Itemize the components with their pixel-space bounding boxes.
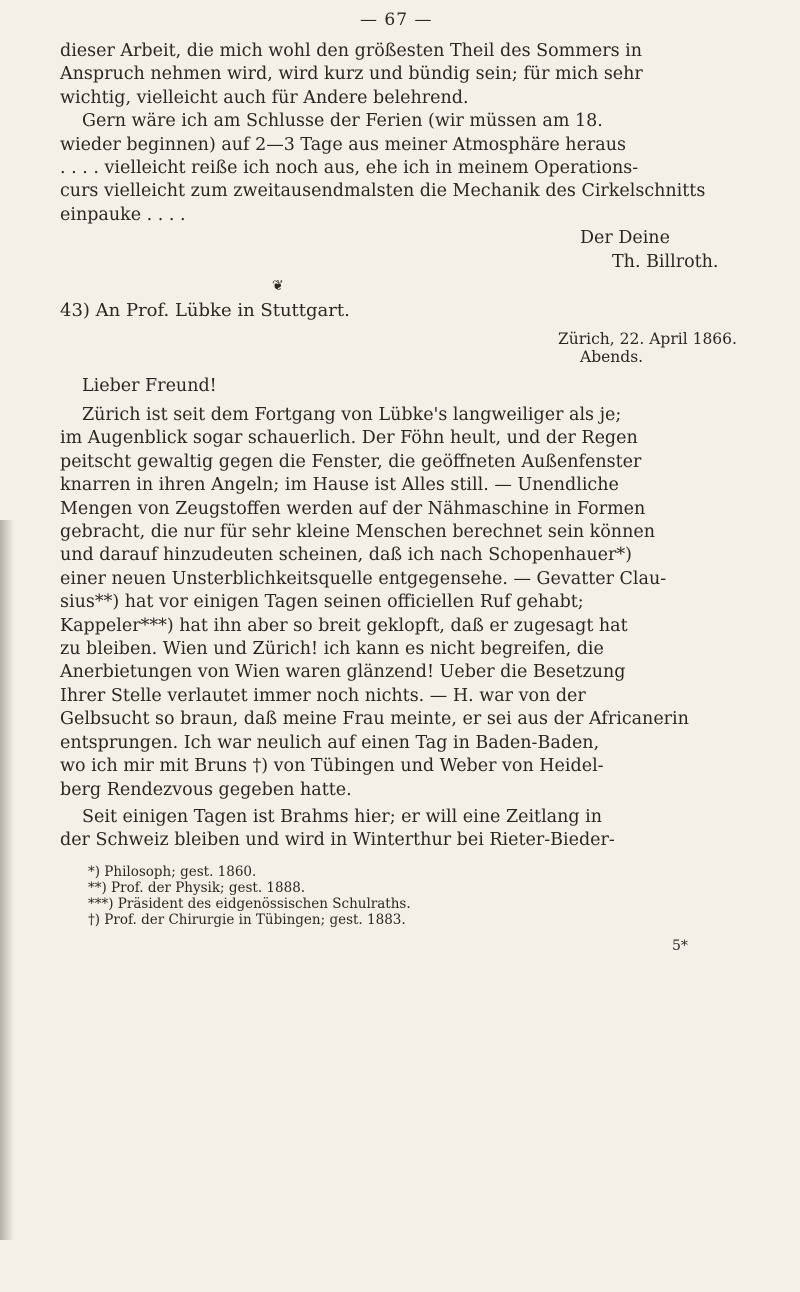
text-line: Gern wäre ich am Schlusse der Ferien (wir müssen am 18. <box>82 111 603 132</box>
footnotes <box>88 864 411 928</box>
text-line: einer neuen Unsterblichkeitsquelle entgegensehe. — Gevatter Clau- <box>60 568 667 589</box>
place-date <box>558 330 737 366</box>
page-number: — 67 — <box>360 10 433 30</box>
text-line: entsprungen. Ich war neulich auf einen Tag in Baden-Baden, <box>60 732 600 753</box>
text-line: Seit einigen Tagen ist Brahms hier; er will eine Zeitlang in <box>82 807 603 827</box>
signature: Th. Billroth. <box>612 252 719 272</box>
text-line: wo ich mir mit Bruns †) von Tübingen und Weber von Heidel- <box>60 756 604 777</box>
text-line: zu bleiben. Wien und Zürich! ich kann es nicht begreifen, die <box>60 639 604 660</box>
signature-mark: 5* <box>672 938 688 954</box>
paragraph-brahms <box>60 806 760 853</box>
footnote: **) Prof. der Physik; gest. 1888. <box>88 880 306 896</box>
text-line: einpauke . . . . <box>60 204 186 225</box>
text-line: gebracht, die nur für sehr kleine Menschen berechnet sein können <box>60 522 655 543</box>
text-line: und darauf hinzudeuten scheinen, daß ich nach Schopenhauer*) <box>60 545 632 566</box>
place-date-line: Zürich, 22. April 1866. <box>558 330 737 348</box>
text-line: sius**) hat vor einigen Tagen seinen officiellen Ruf gehabt; <box>60 592 584 613</box>
footnote: *) Philosoph; gest. 1860. <box>88 864 257 880</box>
text-line: im Augenblick sogar schauerlich. Der Föhn heult, und der Regen <box>60 428 638 449</box>
text-line: dieser Arbeit, die mich wohl den größesten Theil des Sommers in <box>60 41 642 61</box>
text-line: Ihrer Stelle verlautet immer noch nichts. — H. war von der <box>60 685 586 706</box>
letter-heading: 43) An Prof. Lübke in Stuttgart. <box>60 300 350 321</box>
letter-body <box>60 404 760 802</box>
text-line: . . . . vielleicht reiße ich noch aus, ehe ich in meinem Operations- <box>60 158 639 179</box>
text-line: wieder beginnen) auf 2—3 Tage aus meiner Atmosphäre heraus <box>60 134 626 155</box>
text-line: Anerbietungen von Wien waren glänzend! Ueber die Besetzung <box>60 662 626 683</box>
text-line: Gelbsucht so braun, daß meine Frau meinte, er sei aus der Africanerin <box>60 709 689 730</box>
separator-mark: ❦ <box>272 278 284 294</box>
paragraph-continuation <box>60 40 760 227</box>
time-of-day: Abends. <box>580 348 644 366</box>
text-line: Zürich ist seit dem Fortgang von Lübke's langweiliger als je; <box>82 405 622 425</box>
text-line: wichtig, vielleicht auch für Andere belehrend. <box>60 87 469 108</box>
text-line: curs vielleicht zum zweitausendmalsten die Mechanik des Cirkelschnitts <box>60 181 706 202</box>
text-line: berg Rendezvous gegeben hatte. <box>60 779 352 800</box>
page-edge-shadow <box>0 520 14 1240</box>
footnote: †) Prof. der Chirurgie in Tübingen; gest. 1883. <box>88 912 406 928</box>
text-line: Anspruch nehmen wird, wird kurz und bündig sein; für mich sehr <box>60 64 643 85</box>
text-line: Kappeler***) hat ihn aber so breit geklopft, daß er zugesagt hat <box>60 615 628 636</box>
text-line: peitscht gewaltig gegen die Fenster, die geöffneten Außenfenster <box>60 451 642 472</box>
salutation: Lieber Freund! <box>82 376 217 396</box>
text-line: der Schweiz bleiben und wird in Winterthur bei Rieter-Bieder- <box>60 830 615 851</box>
footnote: ***) Präsident des eidgenössischen Schulraths. <box>88 896 411 912</box>
text-line: knarren in ihren Angeln; im Hause ist Alles still. — Unendliche <box>60 475 619 496</box>
text-line: Mengen von Zeugstoffen werden auf der Nähmaschine in Formen <box>60 498 646 519</box>
closing-line: Der Deine <box>580 228 670 248</box>
